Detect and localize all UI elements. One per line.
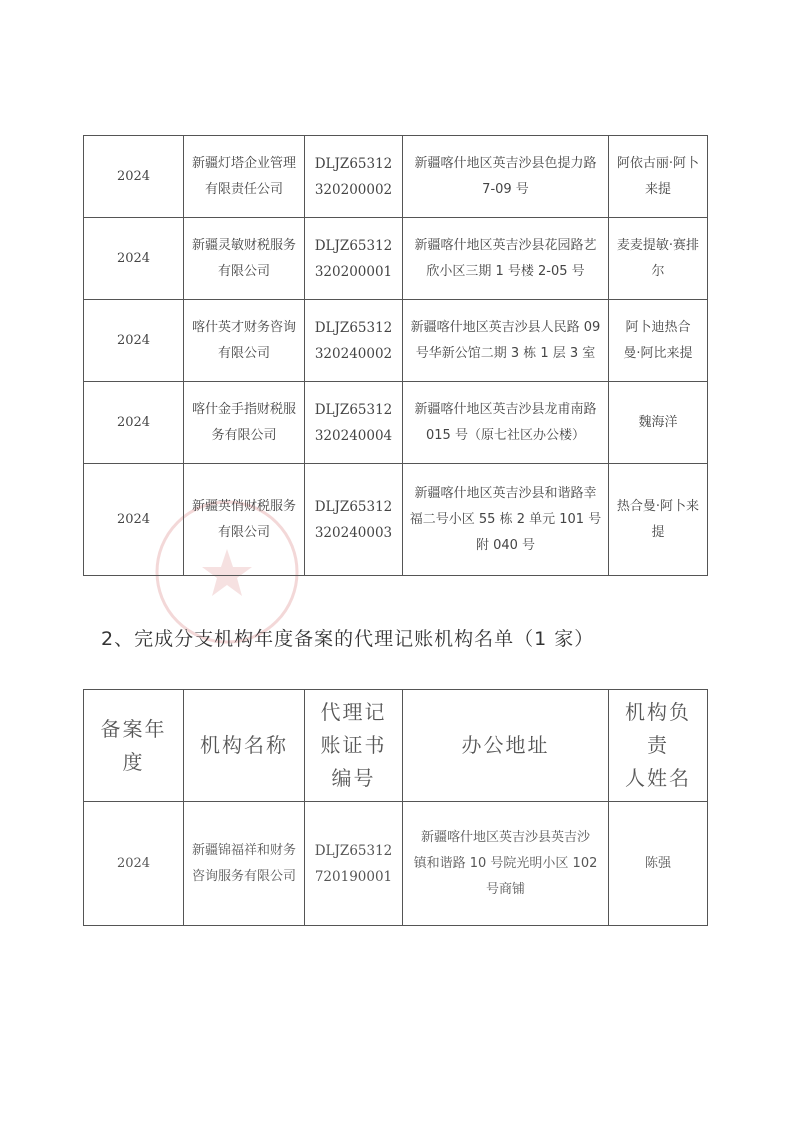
table-row	[84, 382, 708, 464]
table-row	[84, 300, 708, 382]
header-year: 备案年度	[84, 690, 184, 802]
person-in-charge-cell: 阿依古丽·阿卜 来提	[609, 136, 708, 218]
table-row	[84, 218, 708, 300]
office-address-cell: 新疆喀什地区英吉沙县色提力路 7-09 号	[403, 136, 609, 218]
person-in-charge-cell: 麦麦提敏·赛排 尔	[609, 218, 708, 300]
certificate-number-cell: DLJZ65312 320240004	[305, 382, 403, 464]
certificate-number-cell: DLJZ65312 720190001	[305, 802, 403, 926]
agency-name-cell: 喀什英才财务咨询 有限公司	[184, 300, 305, 382]
table-row	[84, 136, 708, 218]
agency-name-cell: 新疆英俏财税服务 有限公司	[184, 464, 305, 576]
person-in-charge-cell: 热合曼·阿卜来 提	[609, 464, 708, 576]
agency-table	[83, 135, 708, 576]
agency-name-cell: 新疆锦福祥和财务 咨询服务有限公司	[184, 802, 305, 926]
person-in-charge-cell: 魏海洋	[609, 382, 708, 464]
person-in-charge-cell: 陈强	[609, 802, 708, 926]
office-address-cell: 新疆喀什地区英吉沙县花园路艺 欣小区三期 1 号楼 2-05 号	[403, 218, 609, 300]
year-cell: 2024	[84, 136, 184, 218]
table-row	[84, 464, 708, 576]
certificate-number-cell: DLJZ65312 320240003	[305, 464, 403, 576]
agency-name-cell: 喀什金手指财税服 务有限公司	[184, 382, 305, 464]
agency-name-cell: 新疆灵敏财税服务 有限公司	[184, 218, 305, 300]
person-in-charge-cell: 阿卜迪热合 曼·阿比来提	[609, 300, 708, 382]
table-header-row	[84, 690, 708, 802]
office-address-cell: 新疆喀什地区英吉沙县人民路 09 号华新公馆二期 3 栋 1 层 3 室	[403, 300, 609, 382]
office-address-cell: 新疆喀什地区英吉沙县龙甫南路 015 号（原七社区办公楼）	[403, 382, 609, 464]
header-agency-name: 机构名称	[184, 690, 305, 802]
agency-name-cell: 新疆灯塔企业管理 有限责任公司	[184, 136, 305, 218]
certificate-number-cell: DLJZ65312 320200001	[305, 218, 403, 300]
year-cell: 2024	[84, 464, 184, 576]
year-cell: 2024	[84, 382, 184, 464]
year-cell: 2024	[84, 802, 184, 926]
certificate-number-cell: DLJZ65312 320240002	[305, 300, 403, 382]
office-address-cell: 新疆喀什地区英吉沙县英吉沙 镇和谐路 10 号院光明小区 102 号商铺	[403, 802, 609, 926]
header-office-address: 办公地址	[403, 690, 609, 802]
branch-agency-table	[83, 689, 708, 926]
table-row	[84, 802, 708, 926]
header-person-in-charge: 机构负责 人姓名	[609, 690, 708, 802]
year-cell: 2024	[84, 218, 184, 300]
header-certificate-number: 代理记 账证书 编号	[305, 690, 403, 802]
certificate-number-cell: DLJZ65312 320200002	[305, 136, 403, 218]
year-cell: 2024	[84, 300, 184, 382]
section-heading: 2、完成分支机构年度备案的代理记账机构名单（1 家）	[101, 628, 595, 650]
office-address-cell: 新疆喀什地区英吉沙县和谐路幸 福二号小区 55 栋 2 单元 101 号 附 040 号	[403, 464, 609, 576]
